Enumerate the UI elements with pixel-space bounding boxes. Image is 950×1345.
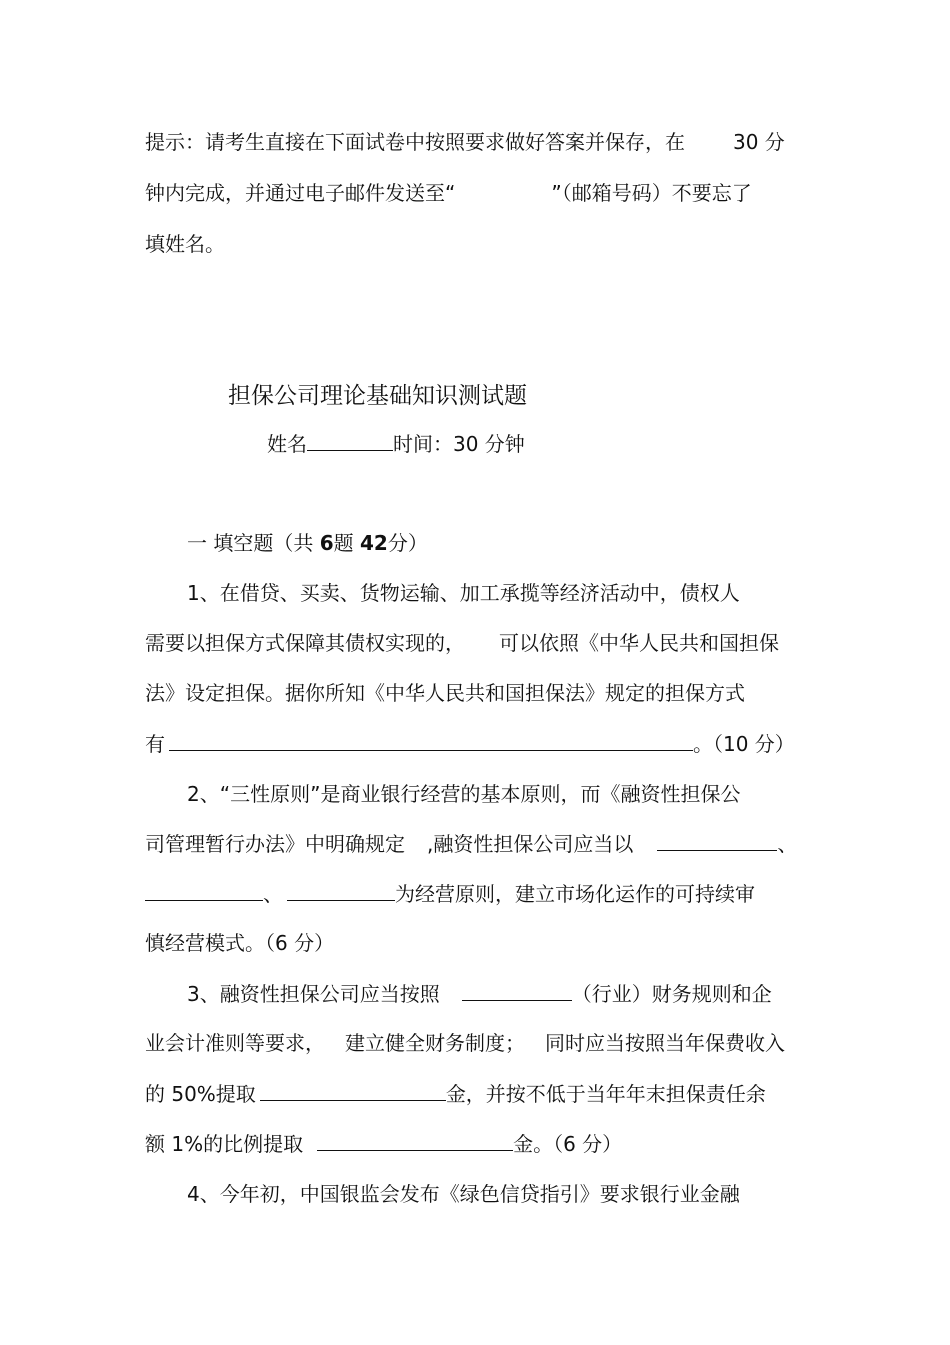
q3-line-1 — [187, 980, 772, 1007]
q2-line-4 — [145, 930, 334, 956]
q1-line-1 — [187, 580, 740, 606]
q1-text: 可以依照《中华人民共和国担保 — [499, 631, 779, 655]
hint-text: 提示：请考生直接在下面试卷中按照要求做好答案并保存，在 — [145, 130, 685, 154]
hint-line-3 — [145, 231, 225, 257]
q2-answer-blank-1[interactable] — [657, 830, 777, 851]
q3-text: 同时应当按照当年保费收入 — [545, 1031, 785, 1055]
q2-text: 为经营原则，建立市场化运作的可持续审 — [395, 882, 755, 906]
q3-text: （行业）财务规则和企 — [571, 982, 772, 1006]
q3-line-3 — [145, 1080, 766, 1107]
q1-score: 。（10 分） — [693, 732, 795, 756]
hint-line-1 — [145, 129, 785, 155]
q2-text: 2、“三性原则”是商业银行经营的基本原则，而《融资性担保公 — [187, 782, 741, 806]
q3-answer-blank-2[interactable] — [260, 1080, 446, 1101]
q4-text: 4、今年初，中国银监会发布《绿色信贷指引》要求银行业金融 — [187, 1182, 740, 1206]
q1-text: 法》设定担保。据你所知《中华人民共和国担保法》规定的担保方式 — [145, 681, 745, 705]
q3-answer-blank-3[interactable] — [317, 1130, 513, 1151]
section-heading — [187, 530, 428, 556]
q1-line-3 — [145, 680, 745, 706]
q4-line-1 — [187, 1181, 740, 1207]
q1-text: 有 — [145, 732, 165, 756]
name-blank[interactable] — [307, 430, 393, 451]
section-mid: 题 — [333, 531, 354, 555]
time-label: 时间：30 分钟 — [393, 432, 525, 456]
section-count: 6 — [319, 531, 334, 555]
hint-text: 钟内完成，并通过电子邮件发送至“ — [145, 181, 456, 205]
q3-text: 的 50%提取 — [145, 1082, 256, 1106]
name-time-line — [267, 430, 525, 457]
q2-sep: 、 — [263, 882, 283, 906]
q3-score: 金。（6 分） — [513, 1132, 623, 1156]
q3-text: 业会计准则等要求， — [145, 1031, 325, 1055]
q1-line-2 — [145, 630, 779, 656]
q1-text: 1、在借贷、买卖、货物运输、加工承揽等经济活动中，债权人 — [187, 581, 740, 605]
section-prefix: 一 填空题（共 — [187, 531, 314, 555]
q1-answer-blank[interactable] — [169, 730, 693, 751]
hint-text: 填姓名。 — [145, 232, 225, 256]
q2-text: ,融资性担保公司应当以 — [427, 832, 634, 856]
q3-text: 3、融资性担保公司应当按照 — [187, 982, 440, 1006]
q1-text: 需要以担保方式保障其债权实现的， — [145, 631, 465, 655]
q2-line-3 — [145, 880, 755, 907]
page-title: 担保公司理论基础知识测试题 — [228, 383, 527, 409]
q3-line-2 — [145, 1030, 785, 1056]
q2-sep: 、 — [777, 832, 798, 856]
section-points: 42 — [360, 531, 388, 555]
q2-answer-blank-3[interactable] — [287, 880, 395, 901]
q2-score: 慎经营模式。（6 分） — [145, 931, 335, 955]
q2-answer-blank-2[interactable] — [145, 880, 263, 901]
q1-line-4 — [145, 730, 795, 757]
hint-text: ”（邮箱号码）不要忘了 — [551, 181, 752, 205]
q3-text: 金，并按不低于当年年末担保责任余 — [445, 1082, 766, 1106]
q2-line-2 — [145, 830, 797, 857]
hint-line-2 — [145, 180, 752, 206]
q3-answer-blank-1[interactable] — [462, 980, 572, 1001]
section-suffix: 分） — [387, 531, 428, 555]
name-label: 姓名 — [267, 432, 307, 456]
q2-line-1 — [187, 781, 740, 807]
q3-text: 建立健全财务制度； — [345, 1031, 525, 1055]
q2-text: 司管理暂行办法》中明确规定 — [145, 832, 405, 856]
q3-line-4 — [145, 1130, 622, 1157]
q3-text: 额 1%的比例提取 — [145, 1132, 304, 1156]
hint-minutes: 30 分 — [733, 130, 785, 154]
